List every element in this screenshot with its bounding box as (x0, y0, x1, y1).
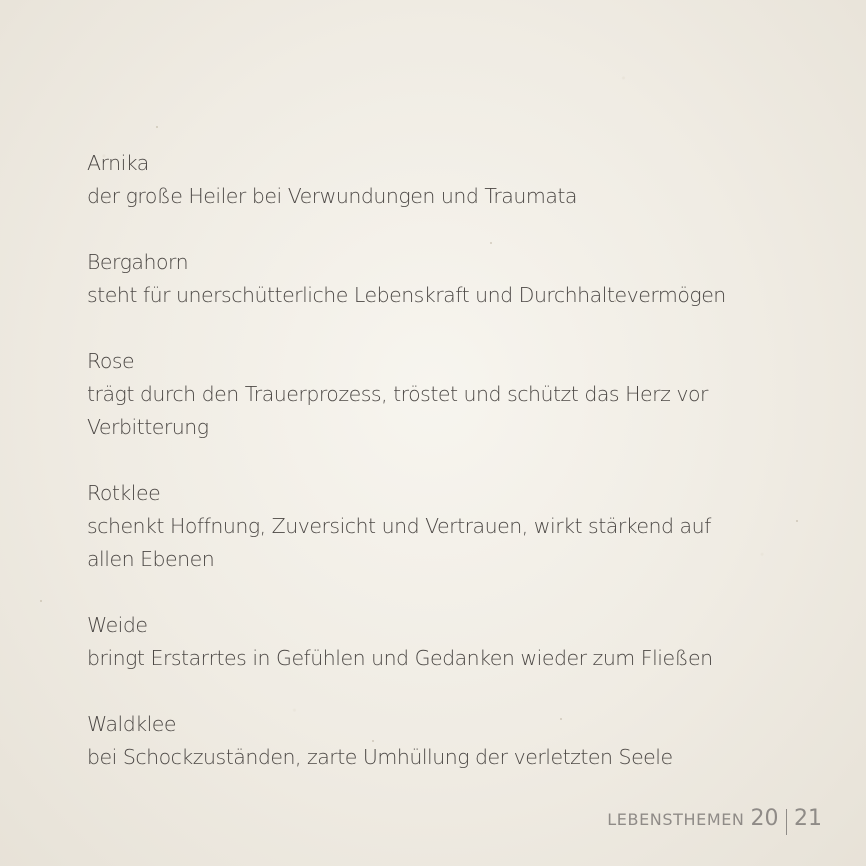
remedy-name: Rotklee (87, 481, 161, 505)
remedy-entry-rotklee (87, 477, 827, 576)
remedy-entry-bergahorn (87, 246, 827, 312)
remedy-description: der große Heiler bei Verwundungen und Traumata (87, 184, 577, 208)
remedy-entry-arnika (87, 147, 827, 213)
remedy-name: Rose (87, 349, 135, 373)
remedy-description: schenkt Hoffnung, Zuversicht und Vertrauen, wirkt stärkend auf allen Ebenen (87, 514, 711, 571)
remedy-name: Weide (87, 613, 148, 637)
remedy-entry-rose (87, 345, 827, 444)
remedy-description: steht für unerschütterliche Lebenskraft und Durchhaltevermögen (87, 283, 726, 307)
page-number-divider (786, 809, 788, 835)
remedy-name: Bergahorn (87, 250, 189, 274)
paper-speck (40, 600, 42, 602)
remedy-description: bringt Erstarrtes in Gefühlen und Gedanken wieder zum Fließen (87, 646, 713, 670)
page-number-right: 21 (794, 806, 822, 831)
remedy-description: trägt durch den Trauerprozess, tröstet und schützt das Herz vor Verbitterung (87, 382, 708, 439)
paper-speck (156, 126, 158, 128)
remedy-description: bei Schockzuständen, zarte Umhüllung der verletzten Seele (87, 745, 673, 769)
remedy-entry-waldklee (87, 708, 827, 774)
remedy-entry-weide (87, 609, 827, 675)
running-title: LEBENSTHEMEN (607, 810, 745, 829)
remedy-name: Arnika (87, 151, 149, 175)
remedy-name: Waldklee (87, 712, 177, 736)
remedy-list (87, 147, 827, 807)
page-number-left: 20 (750, 806, 779, 831)
page-footer (607, 806, 822, 838)
